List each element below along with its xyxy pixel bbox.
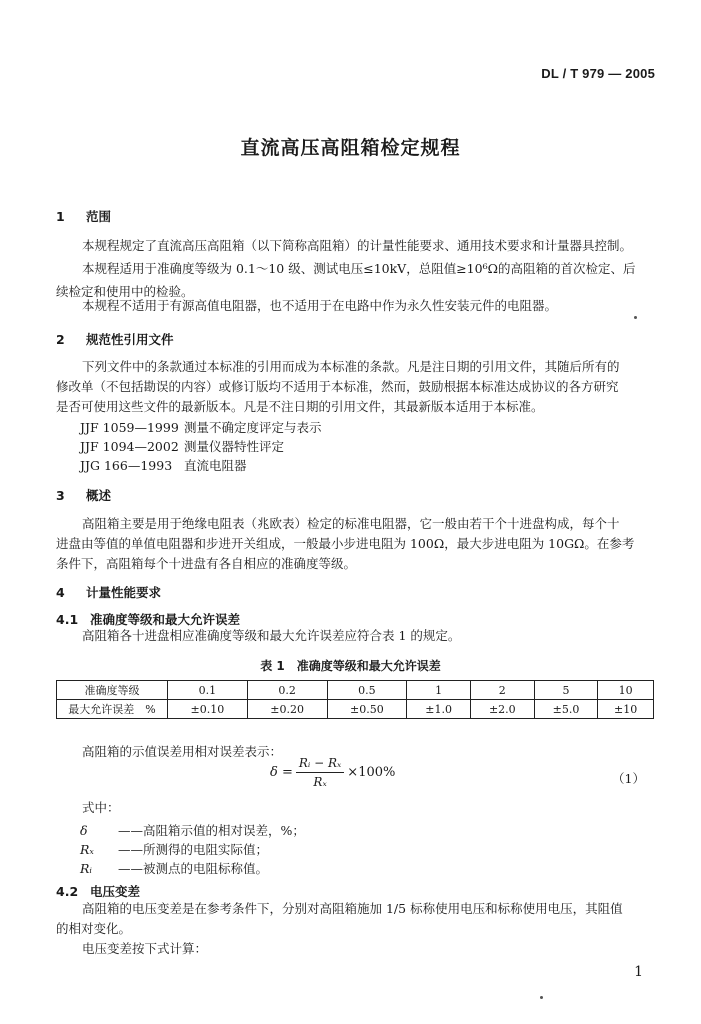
section-title: 电压变差 xyxy=(90,884,141,899)
paragraph: 条件下，高阻箱每个十进盘有各自相应的准确度等级。 xyxy=(56,556,357,571)
table-cell: ±0.20 xyxy=(247,700,327,719)
variable-definition: δ ——高阻箱示值的相对误差，%； xyxy=(80,823,305,838)
paragraph: 高阻箱的示值误差用相对误差表示： xyxy=(82,744,283,759)
paragraph: 续检定和使用中的检验。 xyxy=(56,284,194,299)
reference-item: JJF 1094—2002 测量仪器特性评定 xyxy=(80,439,285,454)
section-1-heading xyxy=(56,207,111,225)
variable-definition: Rᵢ ——被测点的电阻标称值。 xyxy=(80,861,269,876)
table-cell: ±0.10 xyxy=(168,700,248,719)
paragraph: 本规程不适用于有源高值电阻器，也不适用于在电路中作为永久性安装元件的电阻器。 xyxy=(82,298,558,313)
table-cell: 0.1 xyxy=(168,681,248,700)
section-number: 2 xyxy=(56,332,65,347)
table-cell: ±1.0 xyxy=(407,700,471,719)
paragraph: 本规程规定了直流高压高阻箱（以下简称高阻箱）的计量性能要求、通用技术要求和计量器具控制。 xyxy=(82,238,633,253)
section-number: 1 xyxy=(56,209,65,224)
section-title: 概述 xyxy=(86,488,112,503)
error-formula xyxy=(270,756,395,789)
paragraph: 高阻箱各十进盘相应准确度等级和最大允许误差应符合表 1 的规定。 xyxy=(82,628,461,643)
table-cell: ±0.50 xyxy=(327,700,407,719)
table-cell: 1 xyxy=(407,681,471,700)
formula-numerator: Rᵢ − Rₓ xyxy=(296,756,344,773)
section-title: 准确度等级和最大允许误差 xyxy=(90,612,241,627)
accuracy-table xyxy=(56,680,654,719)
table-cell: 2 xyxy=(470,681,534,700)
table-cell: ±10 xyxy=(598,700,654,719)
scan-speck xyxy=(634,316,637,319)
paragraph: 下列文件中的条款通过本标准的引用而成为本标准的条款。凡是注日期的引用文件，其随后所有的 xyxy=(82,359,620,374)
paragraph: 修改单（不包括勘误的内容）或修订版均不适用于本标准，然而，鼓励根据本标准达成协议的各方研究 xyxy=(56,379,619,394)
reference-item: JJF 1059—1999 测量不确定度评定与表示 xyxy=(80,420,322,435)
paragraph: 高阻箱的电压变差是在参考条件下，分别对高阻箱施加 1/5 标称使用电压和标称使用电压，其阻值 xyxy=(82,901,623,916)
paragraph: 是否可使用这些文件的最新版本。凡是不注日期的引用文件，其最新版本适用于本标准。 xyxy=(56,399,544,414)
reference-item: JJG 166—1993 直流电阻器 xyxy=(80,458,247,473)
formula-factor: ×100% xyxy=(347,765,396,780)
section-number: 4 xyxy=(56,585,65,600)
section-number: 4.2 xyxy=(56,884,79,899)
paragraph: 本规程适用于准确度等级为 0.1～10 级、测试电压≤10kV，总阻值≥10⁶Ω的高阻箱的首次检定、后 xyxy=(82,261,636,276)
formula-denominator: Rₓ xyxy=(313,775,327,789)
where-label: 式中： xyxy=(82,800,120,815)
row-label: 准确度等级 xyxy=(57,681,168,700)
page-number: 1 xyxy=(634,964,643,980)
table-caption: 表 1 准确度等级和最大允许误差 xyxy=(260,659,441,673)
row-label: 最大允许误差 % xyxy=(57,700,168,719)
table-cell: ±2.0 xyxy=(470,700,534,719)
paragraph: 高阻箱主要是用于绝缘电阻表（兆欧表）检定的标准电阻器，它一般由若干个十进盘构成，每个十 xyxy=(82,516,620,531)
paragraph: 进盘由等值的单值电阻器和步进开关组成，一般最小步进电阻为 100Ω，最大步进电阻为 10GΩ。在参考 xyxy=(56,536,635,551)
table-cell: ±5.0 xyxy=(534,700,598,719)
section-2-heading xyxy=(56,330,174,348)
paragraph: 的相对变化。 xyxy=(56,921,132,936)
section-number: 4.1 xyxy=(56,612,79,627)
variable-definition: Rₓ ——所测得的电阻实际值； xyxy=(80,842,269,857)
table-row xyxy=(57,681,654,700)
section-4-heading xyxy=(56,583,161,601)
paragraph: 电压变差按下式计算： xyxy=(82,941,208,956)
table-cell: 0.2 xyxy=(247,681,327,700)
table-cell: 0.5 xyxy=(327,681,407,700)
section-title: 计量性能要求 xyxy=(86,585,162,600)
document-title: 直流高压高阻箱检定规程 xyxy=(240,137,461,159)
table-row xyxy=(57,700,654,719)
section-title: 规范性引用文件 xyxy=(86,332,174,347)
formula-lhs: δ = xyxy=(270,765,293,780)
scan-speck xyxy=(540,996,543,999)
formula-fraction xyxy=(296,756,344,789)
section-3-heading xyxy=(56,486,111,504)
table-cell: 10 xyxy=(598,681,654,700)
equation-number: （1） xyxy=(612,771,645,786)
section-number: 3 xyxy=(56,488,65,503)
table-cell: 5 xyxy=(534,681,598,700)
section-title: 范围 xyxy=(86,209,112,224)
standard-code: DL / T 979 — 2005 xyxy=(541,66,655,81)
